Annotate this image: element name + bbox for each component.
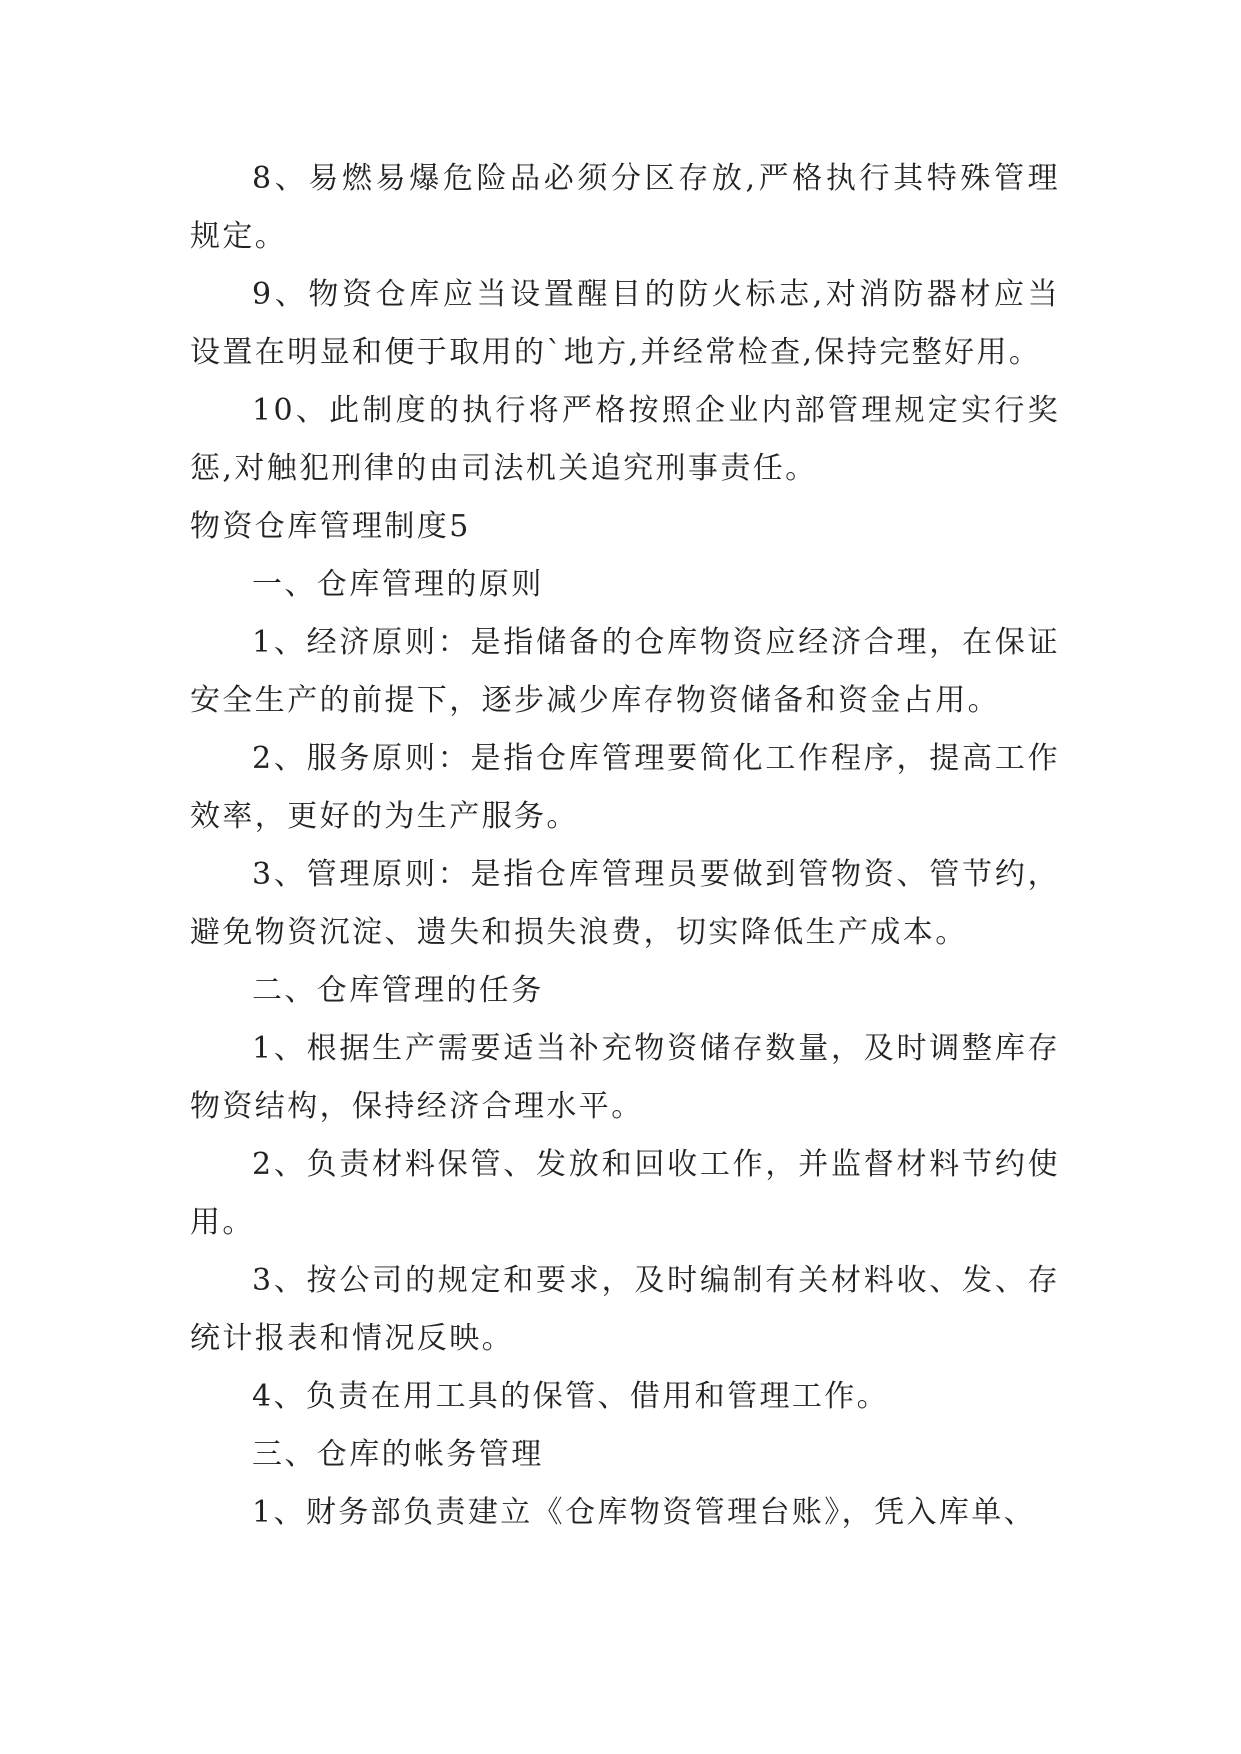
- subsection-heading-accounts: 三、仓库的帐务管理: [252, 1437, 544, 1472]
- document-body: [190, 150, 1060, 1542]
- paragraph-service-principle: 2、服务原则：是指仓库管理要简化工作程序，提高工作效率，更好的为生产服务。: [190, 741, 1060, 834]
- paragraph-item-9: 9、物资仓库应当设置醒目的防火标志,对消防器材应当设置在明显和便于取用的`地方,并经常检查,保持完整好用。: [190, 277, 1060, 370]
- subsection-heading-tasks: 二、仓库管理的任务: [252, 973, 544, 1008]
- paragraph-economic-principle: 1、经济原则：是指储备的仓库物资应经济合理，在保证安全生产的前提下，逐步减少库存物资储备和资金占用。: [190, 625, 1060, 718]
- paragraph-management-principle: 3、管理原则：是指仓库管理员要做到管物资、管节约，避免物资沉淀、遗失和损失浪费，切实降低生产成本。: [190, 857, 1060, 950]
- paragraph-task-3: 3、按公司的规定和要求，及时编制有关材料收、发、存统计报表和情况反映。: [190, 1263, 1060, 1356]
- paragraph-accounts-1: 1、财务部负责建立《仓库物资管理台账》，凭入库单、: [252, 1495, 1037, 1530]
- paragraph-item-8: 8、易燃易爆危险品必须分区存放,严格执行其特殊管理规定。: [190, 161, 1060, 254]
- subsection-heading-principles: 一、仓库管理的原则: [252, 567, 544, 602]
- paragraph-task-2: 2、负责材料保管、发放和回收工作，并监督材料节约使用。: [190, 1147, 1060, 1240]
- paragraph-item-10: 10、此制度的执行将严格按照企业内部管理规定实行奖惩,对触犯刑律的由司法机关追究刑事责任。: [190, 393, 1060, 486]
- paragraph-task-1: 1、根据生产需要适当补充物资储存数量，及时调整库存物资结构，保持经济合理水平。: [190, 1031, 1060, 1124]
- section-title: 物资仓库管理制度5: [190, 509, 471, 544]
- paragraph-task-4: 4、负责在用工具的保管、借用和管理工作。: [252, 1379, 890, 1414]
